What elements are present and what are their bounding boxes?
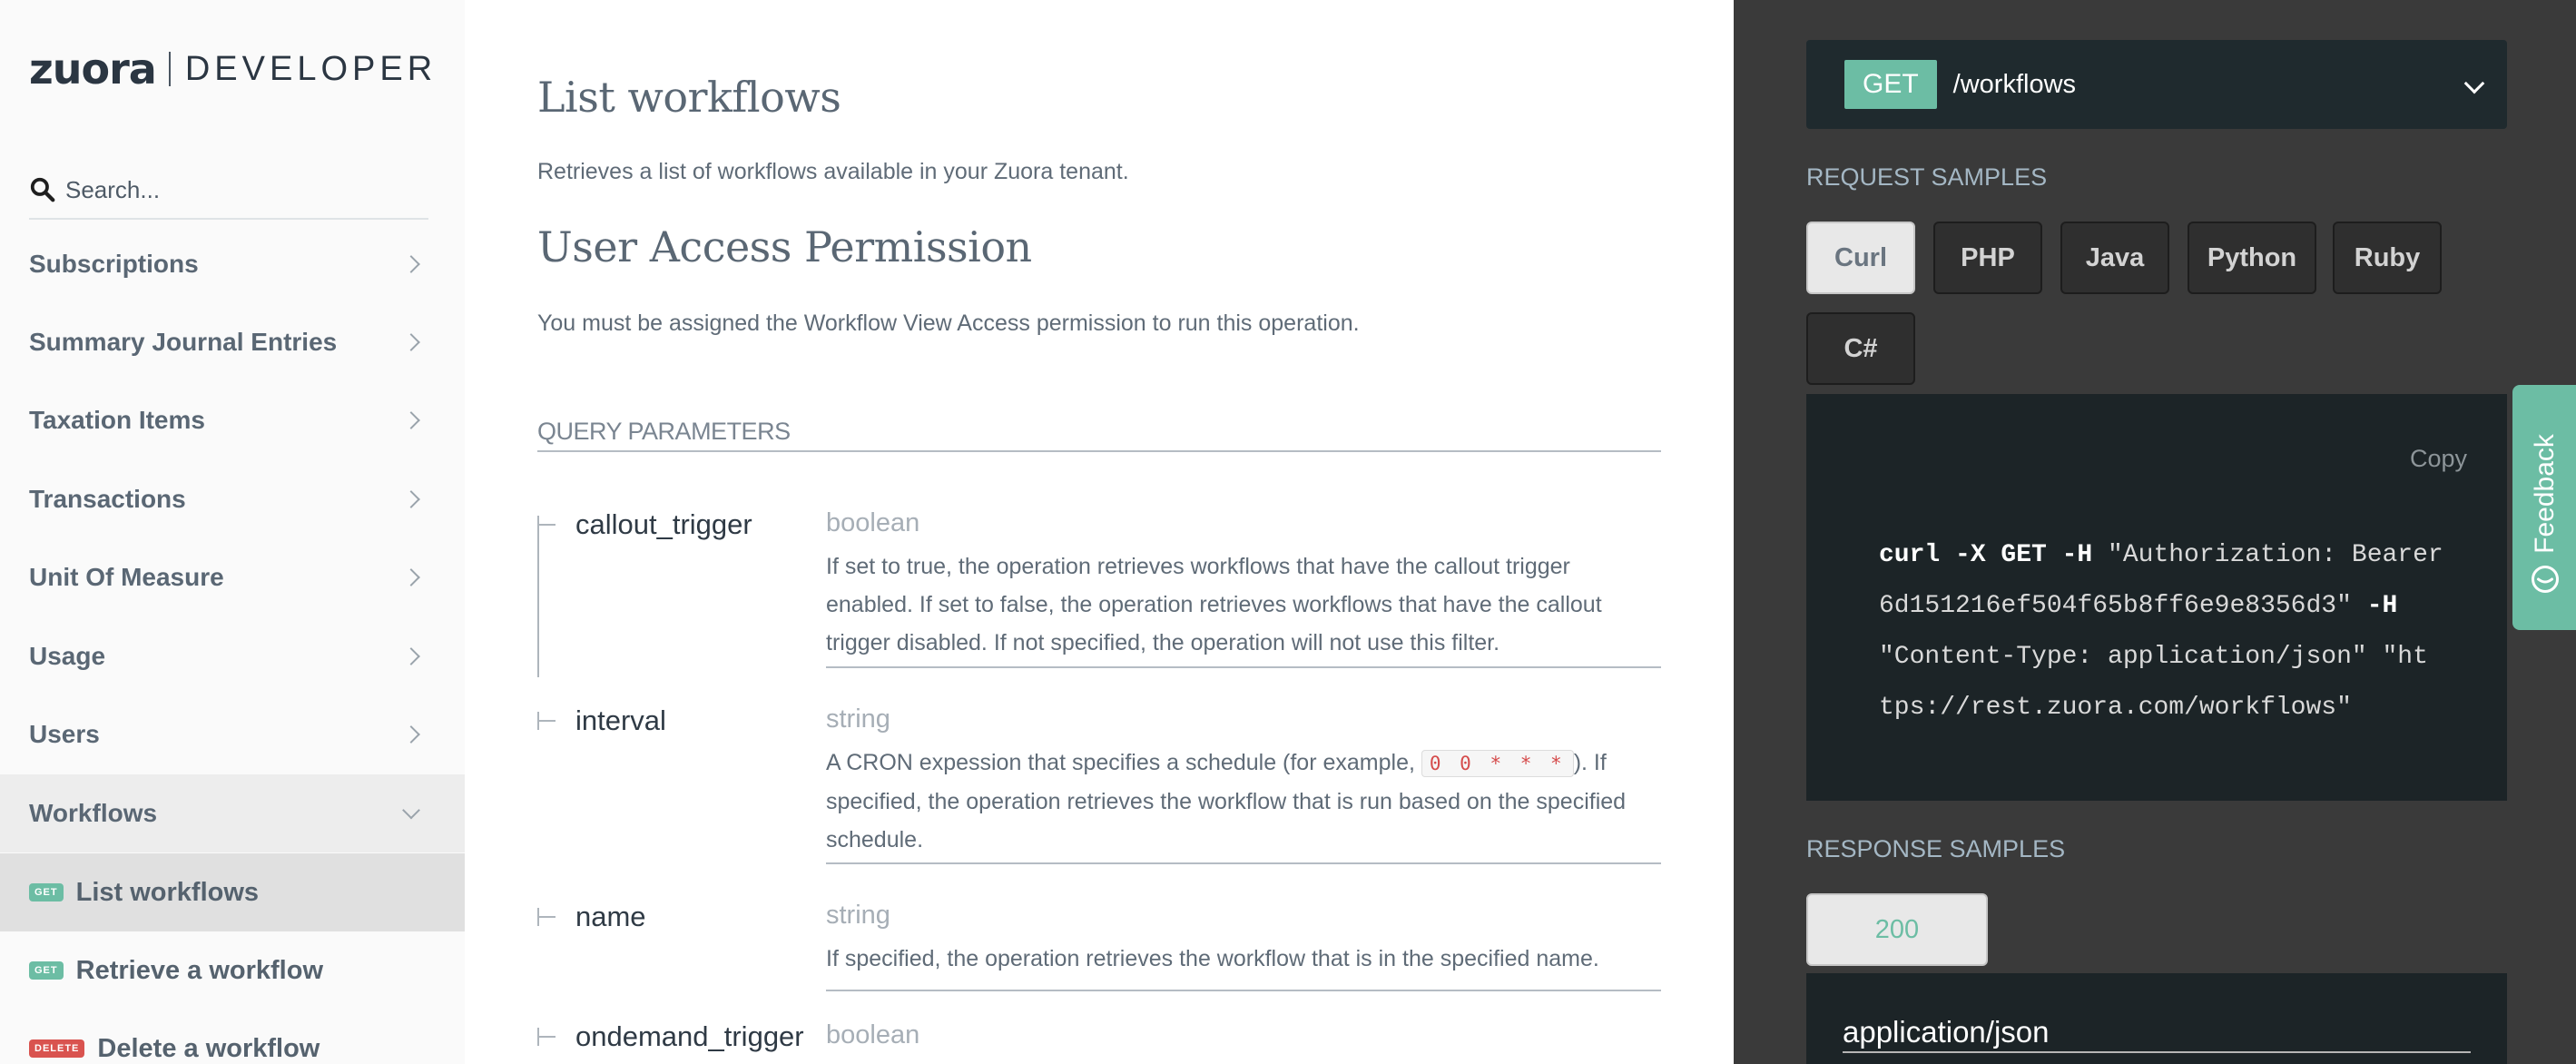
search-input[interactable] [65, 176, 410, 204]
param-name: ondemand_trigger [575, 1020, 804, 1052]
param-description-text: A CRON expession that specifies a schedule (for example, [826, 750, 1415, 775]
request-code-block [1806, 394, 2507, 801]
chevron-down-icon [402, 802, 420, 820]
permission-heading: User Access Permission [537, 222, 1032, 271]
samples-panel [1734, 0, 2576, 1064]
lang-tab-ruby[interactable]: Ruby [2333, 222, 2442, 294]
param-type: boolean [826, 508, 920, 537]
method-badge-delete: DELETE [29, 1039, 84, 1058]
page-title: List workflows [537, 73, 841, 122]
logo-product: DEVELOPER [184, 49, 438, 88]
query-parameters-heading: QUERY PARAMETERS [537, 418, 1661, 452]
response-samples-heading: RESPONSE SAMPLES [1806, 835, 2066, 862]
response-status-tab-200[interactable]: 200 [1806, 893, 1988, 966]
copy-button[interactable]: Copy [2409, 445, 2467, 472]
param-tree-connector [537, 908, 557, 926]
param-tree-connector [537, 1028, 557, 1046]
request-samples-heading: REQUEST SAMPLES [1806, 163, 2048, 191]
sidebar [0, 0, 465, 1064]
sidebar-item-label: Summary Journal Entries [29, 328, 338, 356]
param-name: interval [575, 704, 666, 736]
param-details [826, 1020, 1661, 1064]
chevron-down-icon [2464, 74, 2485, 94]
param-details [826, 901, 1661, 991]
endpoint-path: /workflows [1952, 69, 2077, 99]
sidebar-item-label: Workflows [29, 799, 158, 827]
sidebar-item-label: Retrieve a workflow [75, 955, 323, 985]
sidebar-item-label: Transactions [29, 485, 186, 513]
cron-example-code: 0 0 * * * [1421, 750, 1574, 777]
lang-tab-php[interactable]: PHP [1933, 222, 2042, 294]
endpoint-selector[interactable] [1806, 40, 2507, 129]
response-code-block [1806, 973, 2507, 1064]
code-string: tps://rest.zuora.com/workflows" [1879, 694, 2352, 722]
param-description: If specified, the operation retrieves the workflow that is in the specified name. [826, 946, 1599, 971]
param-type: boolean [826, 1020, 920, 1049]
sidebar-item-label: Unit Of Measure [29, 563, 224, 591]
sidebar-item-label: Users [29, 720, 100, 748]
sidebar-item-users[interactable] [0, 695, 465, 773]
param-tree-connector [537, 712, 557, 730]
code-sample [1879, 530, 2443, 734]
sidebar-item-unit-of-measure[interactable] [0, 538, 465, 616]
chevron-right-icon [402, 490, 420, 508]
sidebar-item-transactions[interactable] [0, 460, 465, 538]
sidebar-item-list-workflows[interactable] [0, 853, 465, 931]
chevron-right-icon [402, 255, 420, 273]
param-details [826, 508, 1661, 668]
chevron-right-icon [402, 333, 420, 351]
content-type-label[interactable]: application/json [1843, 1015, 2471, 1053]
param-type: string [826, 901, 890, 930]
feedback-label: Feedback [2530, 434, 2560, 554]
sidebar-item-taxation-items[interactable] [0, 381, 465, 459]
method-badge-get: GET [29, 961, 64, 980]
param-tree-line [537, 516, 539, 677]
chevron-right-icon [402, 647, 420, 665]
logo-brand: zuora [29, 44, 156, 94]
main-content [465, 0, 1734, 1064]
http-method-badge: GET [1844, 60, 1937, 109]
param-tree-connector [537, 516, 557, 534]
code-text: curl -X GET -H [1879, 541, 2109, 569]
feedback-tab[interactable] [2512, 385, 2576, 630]
param-type: string [826, 704, 890, 734]
sidebar-item-summary-journal-entries[interactable] [0, 303, 465, 381]
chevron-right-icon [402, 725, 420, 744]
code-text: -H [2351, 592, 2398, 620]
chevron-right-icon [402, 411, 420, 429]
sidebar-item-label: Subscriptions [29, 250, 199, 278]
param-name: name [575, 901, 646, 932]
page-description: Retrieves a list of workflows available in your Zuora tenant. [537, 159, 1129, 184]
logo-divider [169, 52, 171, 86]
sidebar-item-label: Delete a workflow [97, 1033, 320, 1063]
method-badge-get: GET [29, 883, 64, 901]
param-details [826, 704, 1661, 864]
chat-bubble-icon [2529, 563, 2561, 596]
param-description [826, 744, 1661, 859]
search-box [29, 162, 428, 220]
lang-tab-python[interactable]: Python [2188, 222, 2316, 294]
lang-tab-curl[interactable]: Curl [1806, 222, 1915, 294]
sidebar-item-delete-workflow[interactable] [0, 1010, 465, 1064]
sidebar-item-retrieve-workflow[interactable] [0, 931, 465, 1010]
chevron-right-icon [402, 568, 420, 586]
sidebar-item-label: Taxation Items [29, 406, 205, 434]
search-icon [29, 176, 56, 203]
code-string: "Content-Type: application/json" "ht [1879, 643, 2428, 671]
sidebar-item-usage[interactable] [0, 617, 465, 695]
param-description: If set to true, the operation retrieves workflows that have the callout trigger enabled. If set to false, the operation retrieves workflows that have the callout trigger disabled. If not specified, the operation will not use this filter. [826, 554, 1602, 655]
permission-text: You must be assigned the Workflow View Access permission to run this operation. [537, 310, 1360, 336]
sidebar-item-label: List workflows [75, 877, 260, 907]
lang-tab-csharp[interactable]: C# [1806, 312, 1915, 385]
lang-tab-java[interactable]: Java [2060, 222, 2169, 294]
code-string: 6d151216ef504f65b8ff6e9e8356d3" [1879, 592, 2352, 620]
sidebar-item-workflows[interactable] [0, 774, 465, 852]
logo[interactable] [29, 44, 438, 94]
sidebar-item-subscriptions[interactable] [0, 225, 465, 303]
code-string: "Authorization: Bearer [2108, 541, 2443, 569]
param-name: callout_trigger [575, 508, 752, 540]
sidebar-item-label: Usage [29, 642, 106, 670]
param-description-text: ). If specified, the operation retrieves the workflow that is run based on the specified schedule. [826, 750, 1627, 852]
